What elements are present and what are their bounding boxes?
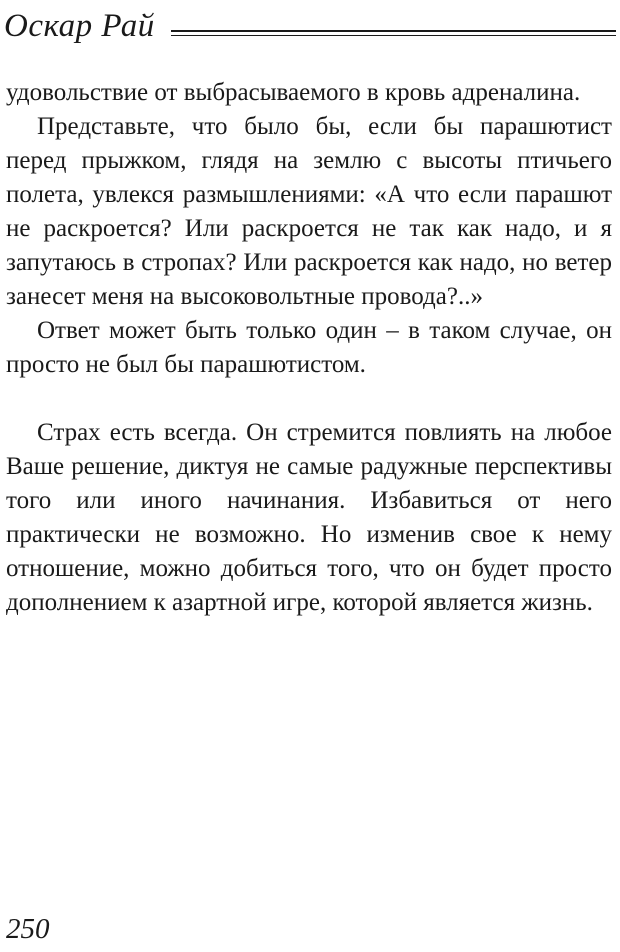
paragraph-continued: удовольствие от выбрасываемого в кровь адреналина.: [6, 79, 581, 106]
page-number: 250: [6, 913, 50, 945]
paragraph-parachutist: Представьте, что было бы, если бы парашютист перед прыжком, глядя на землю с высоты птичьего полета, увлекся размышлениями: «А что если парашют не раскроется? Или раскроется не так как надо, и я запутаюсь в стропах? Или раскроется как надо, но ветер занесет меня на высоковольтные провода?..»: [6, 113, 612, 310]
header-rule: [171, 30, 616, 36]
body-text: [6, 76, 612, 620]
paragraph-fear: Страх есть всегда. Он стремится повлиять на любое Ваше решение, диктуя не самые радужные перспективы того или иного начинания. Избавиться от него практически не возможно. Но изменив свое к нему отношение, можно добиться того, что он будет просто дополнением к азартной игре, которой является жизнь.: [6, 419, 612, 616]
paragraph-answer: Ответ может быть только один – в таком случае, он просто не был бы парашютистом.: [6, 317, 612, 378]
running-title: Оскар Рай: [4, 7, 155, 44]
running-head: [4, 6, 616, 46]
